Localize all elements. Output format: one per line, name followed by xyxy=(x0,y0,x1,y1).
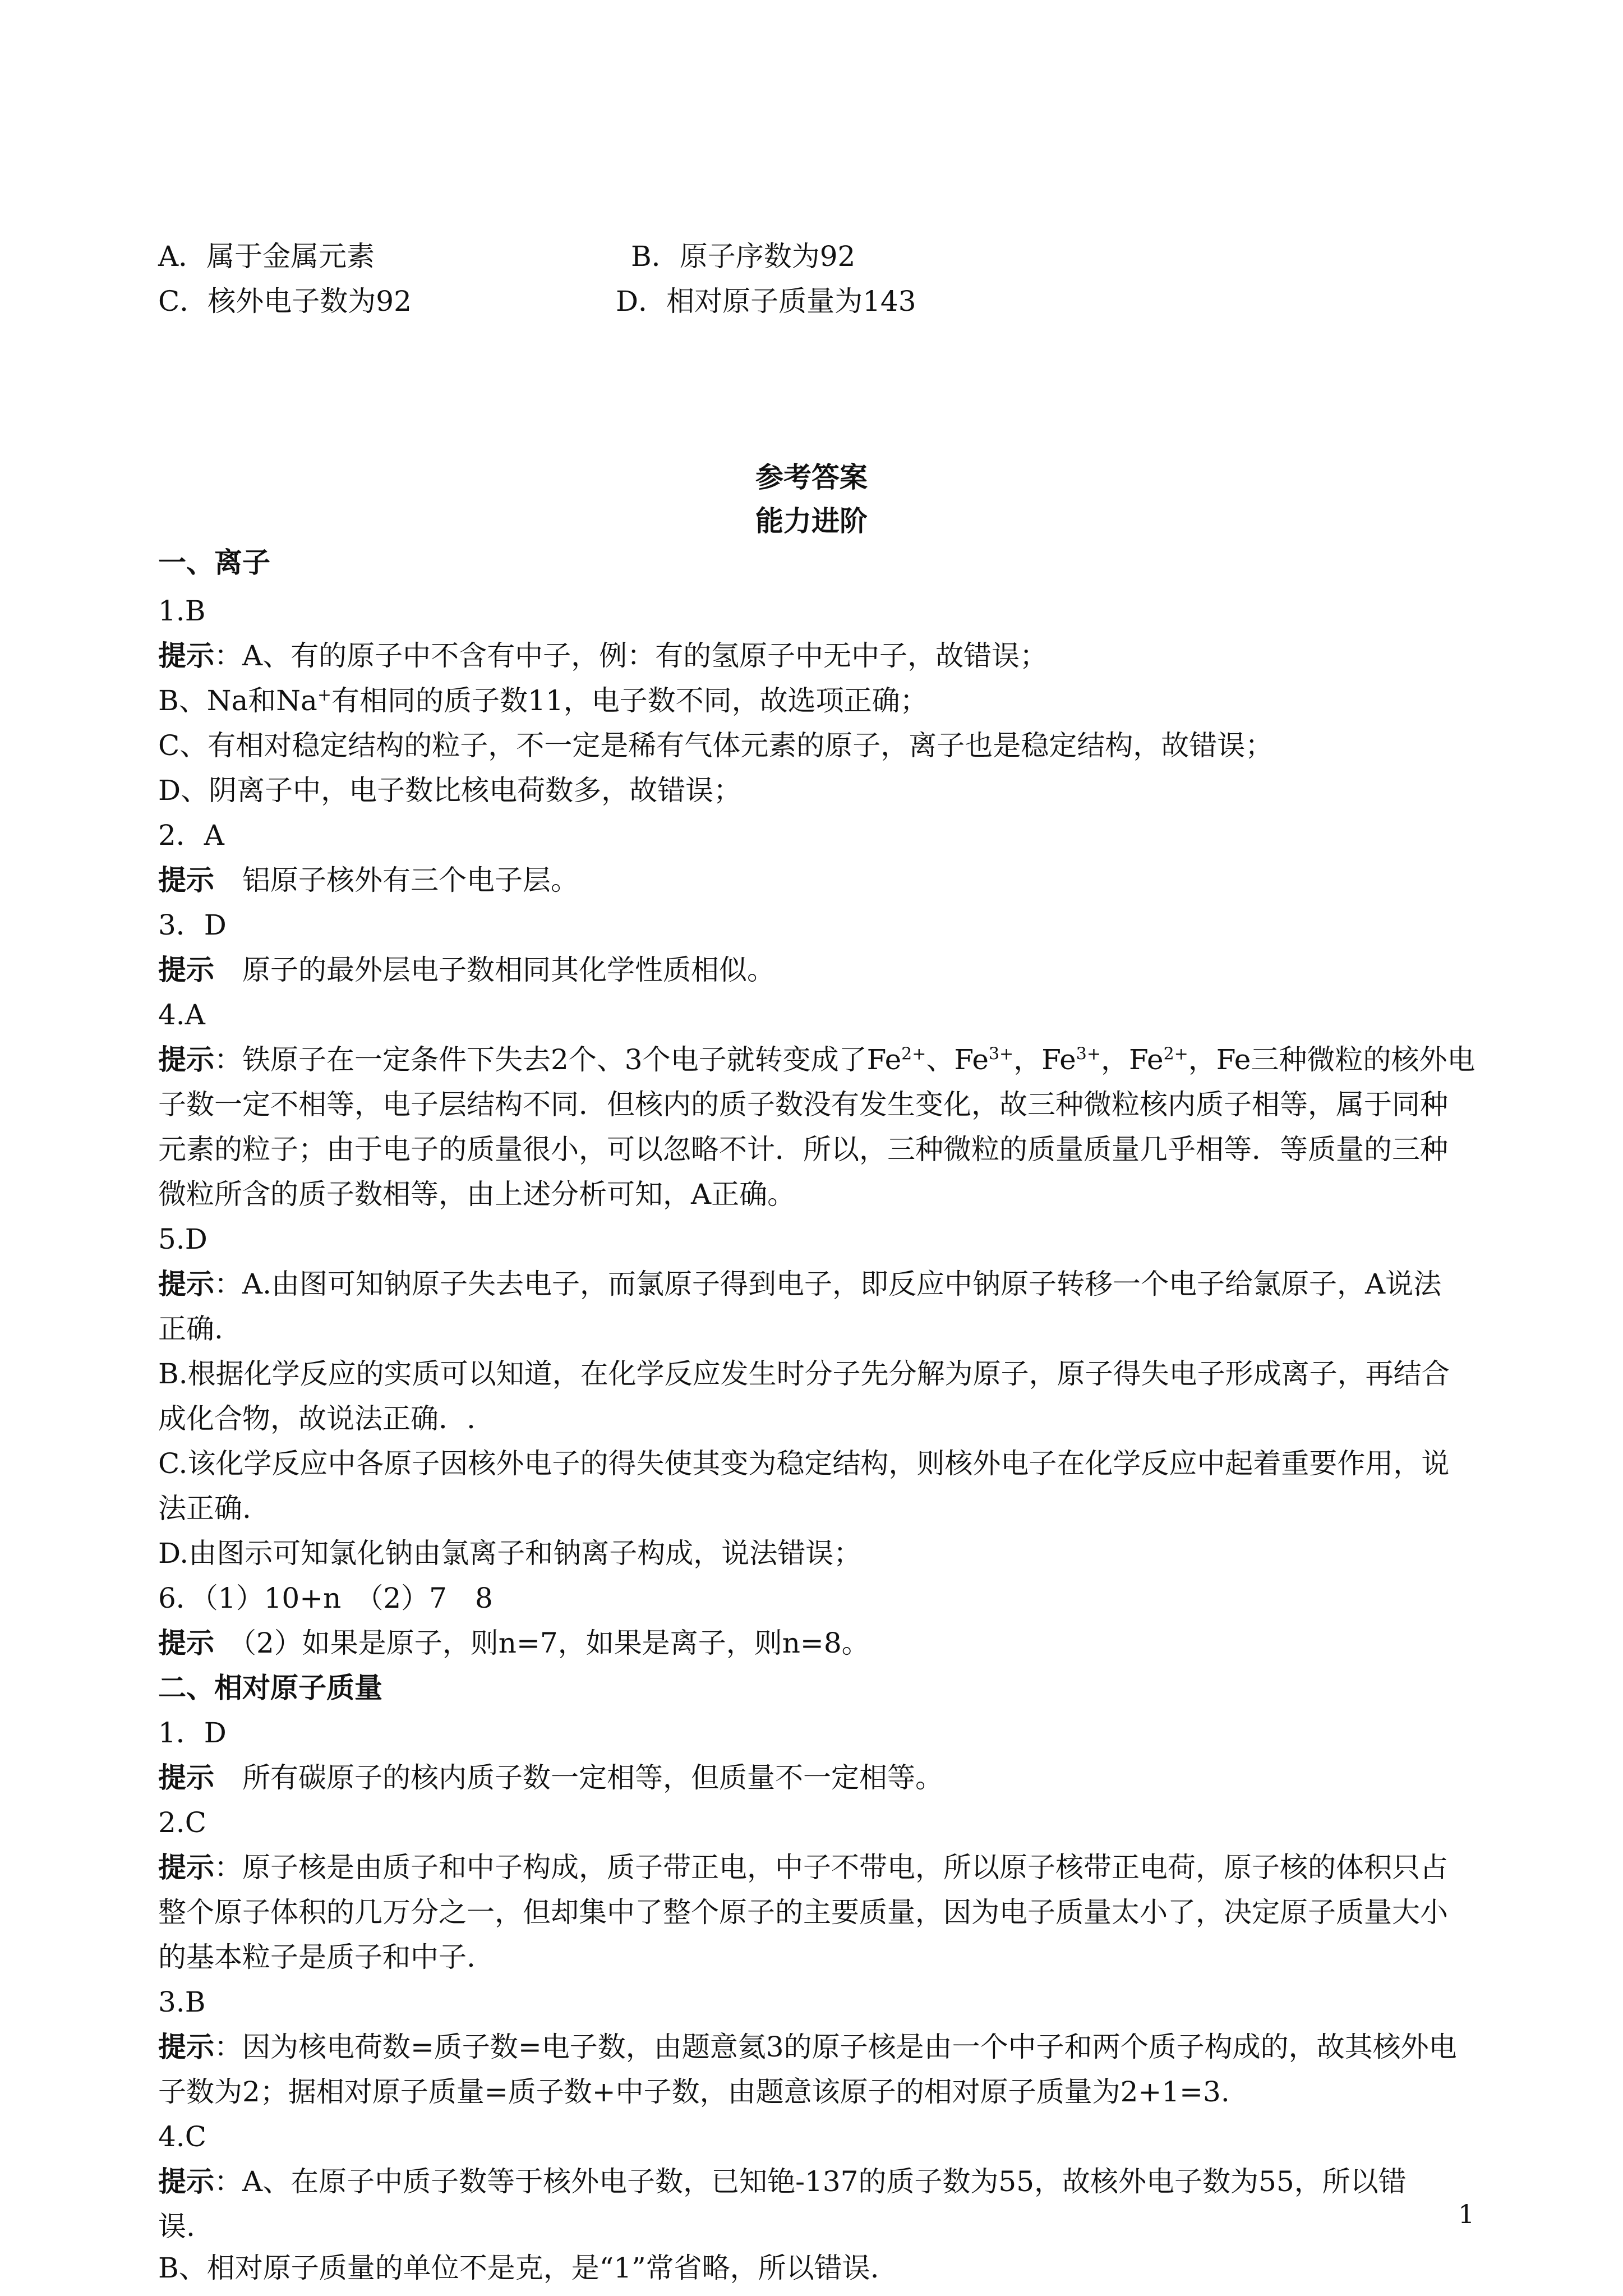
s2-q1-hint xyxy=(158,1759,943,1796)
hint-text: 、Fe xyxy=(926,1043,989,1076)
s1-q5-b2: 成化合物，故说法正确．. xyxy=(158,1402,476,1435)
choice-a xyxy=(158,238,375,275)
choice-a-text: A．属于金属元素 xyxy=(158,240,375,273)
hint-label: 提示 xyxy=(158,2030,214,2063)
s1-q5-hint-a1 xyxy=(158,1266,1441,1303)
hint-label: 提示 xyxy=(158,953,214,986)
superscript: + xyxy=(317,685,332,705)
hint-label: 提示 xyxy=(158,2165,214,2198)
s1-q4-hint-line4: 微粒所含的质子数相等，由上述分析可知，A正确。 xyxy=(158,1178,796,1211)
hint-label: 提示 xyxy=(158,639,214,672)
s1-q4-hint-line3: 元素的粒子；由于电子的质量很小，可以忽略不计．所以，三种微粒的质量质量几乎相等．等质量的三种 xyxy=(158,1133,1448,1166)
s1-q6-hint xyxy=(158,1625,870,1662)
hint-text: 有相同的质子数11，电子数不同，故选项正确； xyxy=(331,684,928,717)
hint-text: 所有碳原子的核内质子数一定相等，但质量不一定相等。 xyxy=(214,1761,943,1794)
choice-d-text: D．相对原子质量为143 xyxy=(616,285,916,318)
hint-label: 提示 xyxy=(158,1267,214,1300)
s1-q2-hint xyxy=(158,862,579,899)
s1-q4-hint-line1 xyxy=(158,1041,1475,1078)
hint-text: ，Fe xyxy=(1101,1043,1164,1076)
s1-q5-b1: B.根据化学反应的实质可以知道，在化学反应发生时分子先分解为原子，原子得失电子形成离子，再结合 xyxy=(158,1358,1450,1390)
hint-label: 提示 xyxy=(158,863,214,896)
s2-q4-hint-2: 误. xyxy=(158,2210,195,2243)
superscript: 3+ xyxy=(988,1044,1014,1064)
choice-c xyxy=(158,283,412,320)
superscript: 3+ xyxy=(1076,1044,1101,1064)
superscript: 2+ xyxy=(901,1044,926,1064)
s2-q3-answer: 3.B xyxy=(158,1986,206,2018)
hint-label: 提示 xyxy=(158,1626,214,1659)
choice-c-text: C．核外电子数为92 xyxy=(158,285,412,318)
hint-text: ：A、有的原子中不含有中子，例：有的氢原子中无中子，故错误； xyxy=(214,639,1048,672)
s1-q5-d: D.由图示可知氯化钠由氯离子和钠离子构成，说法错误； xyxy=(158,1537,862,1570)
hint-text: 铝原子核外有三个电子层。 xyxy=(214,864,579,896)
s2-q3-hint-1 xyxy=(158,2028,1457,2065)
s2-q2-answer: 2.C xyxy=(158,1806,206,1839)
s1-q3-answer: 3．D xyxy=(158,909,227,941)
hint-text: ：因为核电荷数=质子数=电子数，由题意氦3的原子核是由一个中子和两个质子构成的，故其核外电 xyxy=(214,2031,1457,2063)
hint-text: （2）如果是原子，则n=7，如果是离子，则n=8。 xyxy=(214,1627,870,1659)
heading-level: 能力进阶 xyxy=(755,504,868,537)
s1-q1-c: C、有相对稳定结构的粒子，不一定是稀有气体元素的原子，离子也是稳定结构，故错误； xyxy=(158,729,1274,762)
s2-q3-hint-2: 子数为2；据相对原子质量=质子数+中子数，由题意该原子的相对原子质量为2+1=3. xyxy=(158,2076,1230,2108)
s2-q2-hint-1 xyxy=(158,1849,1448,1886)
hint-text: ，Fe三种微粒的核外电 xyxy=(1188,1043,1476,1076)
hint-text: ：A、在原子中质子数等于核外电子数，已知铯-137的质子数为55，故核外电子数为55，所以错 xyxy=(214,2165,1407,2198)
s1-q4-answer: 4.A xyxy=(158,999,205,1031)
s2-q2-hint-2: 整个原子体积的几万分之一，但却集中了整个原子的主要质量，因为电子质量太小了，决定原子质量大小 xyxy=(158,1896,1448,1929)
superscript: 2+ xyxy=(1163,1044,1188,1064)
s2-q4-b: B、相对原子质量的单位不是克，是“1”常省略，所以错误. xyxy=(158,2252,879,2284)
hint-label: 提示 xyxy=(158,1851,214,1884)
choice-b xyxy=(631,238,855,275)
hint-text: B、Na和Na xyxy=(158,684,317,717)
hint-label: 提示 xyxy=(158,1043,214,1076)
s1-q5-c2: 法正确. xyxy=(158,1492,251,1525)
choice-d xyxy=(616,283,916,320)
hint-text: 原子的最外层电子数相同其化学性质相似。 xyxy=(214,954,775,986)
hint-text: ：A.由图可知钠原子失去电子，而氯原子得到电子，即反应中钠原子转移一个电子给氯原子，A说法 xyxy=(214,1268,1442,1300)
s1-q2-answer: 2．A xyxy=(158,819,224,852)
hint-label: 提示 xyxy=(158,1761,214,1794)
s1-q1-d: D、阴离子中，电子数比核电荷数多，故错误； xyxy=(158,774,742,807)
s1-q5-hint-a2: 正确. xyxy=(158,1313,223,1345)
hint-text: ，Fe xyxy=(1013,1043,1076,1076)
s1-q6-answer: 6．（1）10+n （2）7 8 xyxy=(158,1582,493,1614)
s2-q4-hint-1 xyxy=(158,2163,1407,2200)
section1-heading: 一、离子 xyxy=(158,546,270,579)
choice-b-text: B．原子序数为92 xyxy=(631,240,856,273)
s2-q2-hint-3: 的基本粒子是质子和中子. xyxy=(158,1941,476,1973)
section2-heading: 二、相对原子质量 xyxy=(158,1671,382,1704)
s1-q1-answer: 1.B xyxy=(158,595,206,627)
s1-q5-answer: 5.D xyxy=(158,1223,208,1255)
s1-q3-hint xyxy=(158,951,775,988)
s1-q1-b xyxy=(158,682,928,719)
s1-q5-c1: C.该化学反应中各原子因核外电子的得失使其变为稳定结构，则核外电子在化学反应中起着重要作用，说 xyxy=(158,1447,1450,1480)
s1-q4-hint-line2: 子数一定不相等，电子层结构不同．但核内的质子数没有发生变化，故三种微粒核内质子相等，属于同种 xyxy=(158,1088,1448,1121)
s2-q4-answer: 4.C xyxy=(158,2120,206,2153)
hint-text: ：原子核是由质子和中子构成，质子带正电，中子不带电，所以原子核带正电荷，原子核的体积只占 xyxy=(214,1851,1448,1884)
s1-q1-hint xyxy=(158,637,1048,674)
s2-q1-answer: 1．D xyxy=(158,1717,227,1749)
page-number: 1 xyxy=(1458,2199,1475,2229)
hint-text: ：铁原子在一定条件下失去2个、3个电子就转变成了Fe xyxy=(214,1043,902,1076)
heading-answer: 参考答案 xyxy=(755,461,868,494)
